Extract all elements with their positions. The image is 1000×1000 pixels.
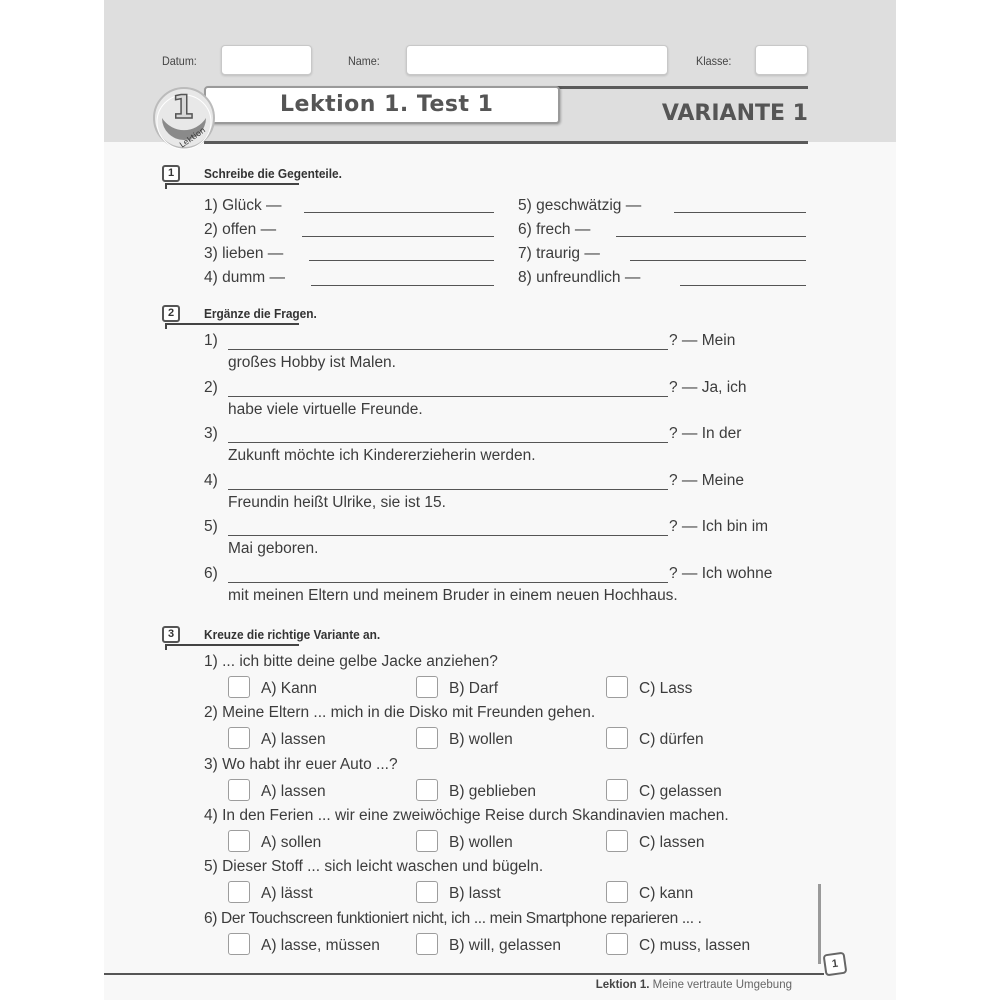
- klasse-label: Klasse:: [696, 54, 732, 68]
- antonym-blank-2[interactable]: [302, 236, 494, 237]
- answer-checkbox[interactable]: [606, 933, 628, 955]
- mc-question-text: 6) Der Touchscreen funktioniert nicht, ich ... mein Smartphone reparieren ... .: [204, 909, 702, 927]
- test-title: Lektion 1. Test 1: [280, 92, 494, 117]
- answer-option-label: A) lassen: [261, 731, 326, 749]
- title-rule-bottom: [204, 141, 808, 144]
- answer-option-label: A) lässt: [261, 885, 313, 903]
- answer-option-label: C) lassen: [639, 833, 705, 851]
- answer-checkbox[interactable]: [416, 727, 438, 749]
- section-3-number: 3: [162, 626, 180, 643]
- answer-checkbox[interactable]: [228, 830, 250, 852]
- answer-option-label: C) dürfen: [639, 731, 704, 749]
- answer-continuation: Freundin heißt Ulrike, sie ist 15.: [228, 493, 446, 511]
- section-2-underline: [165, 323, 299, 325]
- question-number: 3): [204, 425, 218, 442]
- answer-checkbox[interactable]: [606, 881, 628, 903]
- badge-word: Lektion: [177, 125, 208, 150]
- margin-rule: [818, 884, 821, 964]
- answer-checkbox[interactable]: [606, 830, 628, 852]
- answer-option-label: C) gelassen: [639, 782, 722, 800]
- lesson-badge-icon: [152, 82, 216, 154]
- answer-checkbox[interactable]: [228, 933, 250, 955]
- question-blank[interactable]: [228, 535, 668, 536]
- answer-option-label: A) lasse, müssen: [261, 936, 380, 954]
- answer-start: ? — Ja, ich: [669, 378, 747, 396]
- title-rule-top: [544, 86, 808, 89]
- antonym-blank-1[interactable]: [304, 212, 494, 213]
- section-1-tick: [165, 183, 167, 189]
- answer-continuation: Mai geboren.: [228, 540, 319, 557]
- antonym-label-7: 7) traurig —: [518, 245, 600, 262]
- antonym-blank-7[interactable]: [630, 260, 806, 261]
- question-number: 1): [204, 332, 218, 349]
- answer-checkbox[interactable]: [606, 779, 628, 801]
- question-blank[interactable]: [228, 582, 668, 583]
- mc-question-text: 1) ... ich bitte deine gelbe Jacke anziehen?: [204, 653, 498, 670]
- answer-checkbox[interactable]: [416, 881, 438, 903]
- name-label: Name:: [348, 54, 380, 68]
- answer-continuation: habe viele virtuelle Freunde.: [228, 400, 423, 418]
- antonym-label-8: 8) unfreundlich —: [518, 269, 641, 286]
- answer-option-label: A) sollen: [261, 833, 322, 851]
- section-2-title: Ergänze die Fragen.: [204, 307, 317, 321]
- mc-question-text: 5) Dieser Stoff ... sich leicht waschen und bügeln.: [204, 858, 544, 876]
- section-1-number: 1: [162, 165, 180, 182]
- footer-topic: Meine vertraute Umgebung: [652, 979, 792, 991]
- answer-option-label: B) lasst: [449, 885, 501, 903]
- question-number: 6): [204, 564, 218, 582]
- answer-option-label: B) geblieben: [449, 782, 537, 800]
- mc-question-text: 4) In den Ferien ... wir eine zweiwöchige Reise durch Skandinavien machen.: [204, 806, 729, 824]
- answer-option-label: C) muss, lassen: [639, 936, 751, 954]
- antonym-label-4: 4) dumm —: [204, 269, 285, 286]
- answer-start: ? — Ich wohne: [669, 564, 773, 582]
- antonym-label-3: 3) lieben —: [204, 245, 284, 262]
- footer-caption: [596, 979, 792, 991]
- answer-checkbox[interactable]: [228, 881, 250, 903]
- answer-option-label: C) Lass: [639, 680, 693, 697]
- footer-lesson: Lektion 1.: [595, 979, 650, 991]
- worksheet-page: [104, 0, 896, 1000]
- antonym-label-6: 6) frech —: [518, 221, 591, 238]
- antonym-label-5: 5) geschwätzig —: [518, 197, 642, 214]
- answer-continuation: Zukunft möchte ich Kindererzieherin werden.: [228, 447, 536, 464]
- page-number-badge: 1: [823, 952, 848, 977]
- answer-start: ? — Meine: [669, 471, 744, 489]
- question-number: 5): [204, 518, 218, 535]
- answer-start: ? — In der: [669, 425, 742, 442]
- datum-label: Datum:: [162, 54, 197, 68]
- question-number: 4): [204, 471, 218, 489]
- antonym-label-2: 2) offen —: [204, 221, 277, 238]
- answer-option-label: B) will, gelassen: [449, 936, 561, 954]
- section-2-tick: [165, 323, 167, 329]
- datum-field[interactable]: [221, 45, 312, 75]
- answer-start: ? — Mein: [669, 332, 736, 349]
- answer-checkbox[interactable]: [228, 727, 250, 749]
- answer-start: ? — Ich bin im: [669, 518, 769, 535]
- badge-number: 1: [172, 88, 195, 126]
- answer-checkbox[interactable]: [228, 676, 250, 698]
- answer-checkbox[interactable]: [416, 779, 438, 801]
- question-blank[interactable]: [228, 396, 668, 397]
- section-1-underline: [165, 183, 299, 185]
- question-blank[interactable]: [228, 442, 668, 443]
- answer-continuation: mit meinen Eltern und meinem Bruder in einem neuen Hochhaus.: [228, 586, 678, 604]
- question-blank[interactable]: [228, 349, 668, 350]
- answer-checkbox[interactable]: [416, 676, 438, 698]
- question-number: 2): [204, 378, 218, 396]
- answer-checkbox[interactable]: [606, 676, 628, 698]
- answer-checkbox[interactable]: [416, 933, 438, 955]
- answer-checkbox[interactable]: [606, 727, 628, 749]
- antonym-blank-6[interactable]: [616, 236, 806, 237]
- antonym-blank-5[interactable]: [674, 212, 806, 213]
- mc-question-text: 3) Wo habt ihr euer Auto ...?: [204, 755, 398, 773]
- answer-option-label: B) wollen: [449, 731, 513, 749]
- footer-rule: [104, 973, 824, 975]
- answer-continuation: großes Hobby ist Malen.: [228, 354, 396, 371]
- antonym-blank-4[interactable]: [311, 285, 494, 286]
- antonym-blank-8[interactable]: [680, 285, 806, 286]
- answer-option-label: A) lassen: [261, 782, 326, 800]
- section-1-title: Schreibe die Gegenteile.: [204, 167, 342, 181]
- answer-checkbox[interactable]: [228, 779, 250, 801]
- mc-question-text: 2) Meine Eltern ... mich in die Disko mit Freunden gehen.: [204, 704, 596, 722]
- answer-checkbox[interactable]: [416, 830, 438, 852]
- section-2-number: 2: [162, 305, 180, 322]
- section-3-title: Kreuze die richtige Variante an.: [204, 628, 381, 642]
- variant-label: VARIANTE 1: [661, 101, 808, 126]
- question-blank[interactable]: [228, 489, 668, 490]
- name-field[interactable]: [406, 45, 668, 75]
- section-3-underline: [165, 644, 299, 646]
- answer-option-label: C) kann: [639, 885, 694, 903]
- antonym-label-1: 1) Glück —: [204, 197, 282, 214]
- answer-option-label: B) wollen: [449, 833, 513, 851]
- antonym-blank-3[interactable]: [309, 260, 494, 261]
- klasse-field[interactable]: [755, 45, 808, 75]
- answer-option-label: A) Kann: [261, 680, 318, 697]
- answer-option-label: B) Darf: [449, 680, 499, 697]
- section-3-tick: [165, 644, 167, 650]
